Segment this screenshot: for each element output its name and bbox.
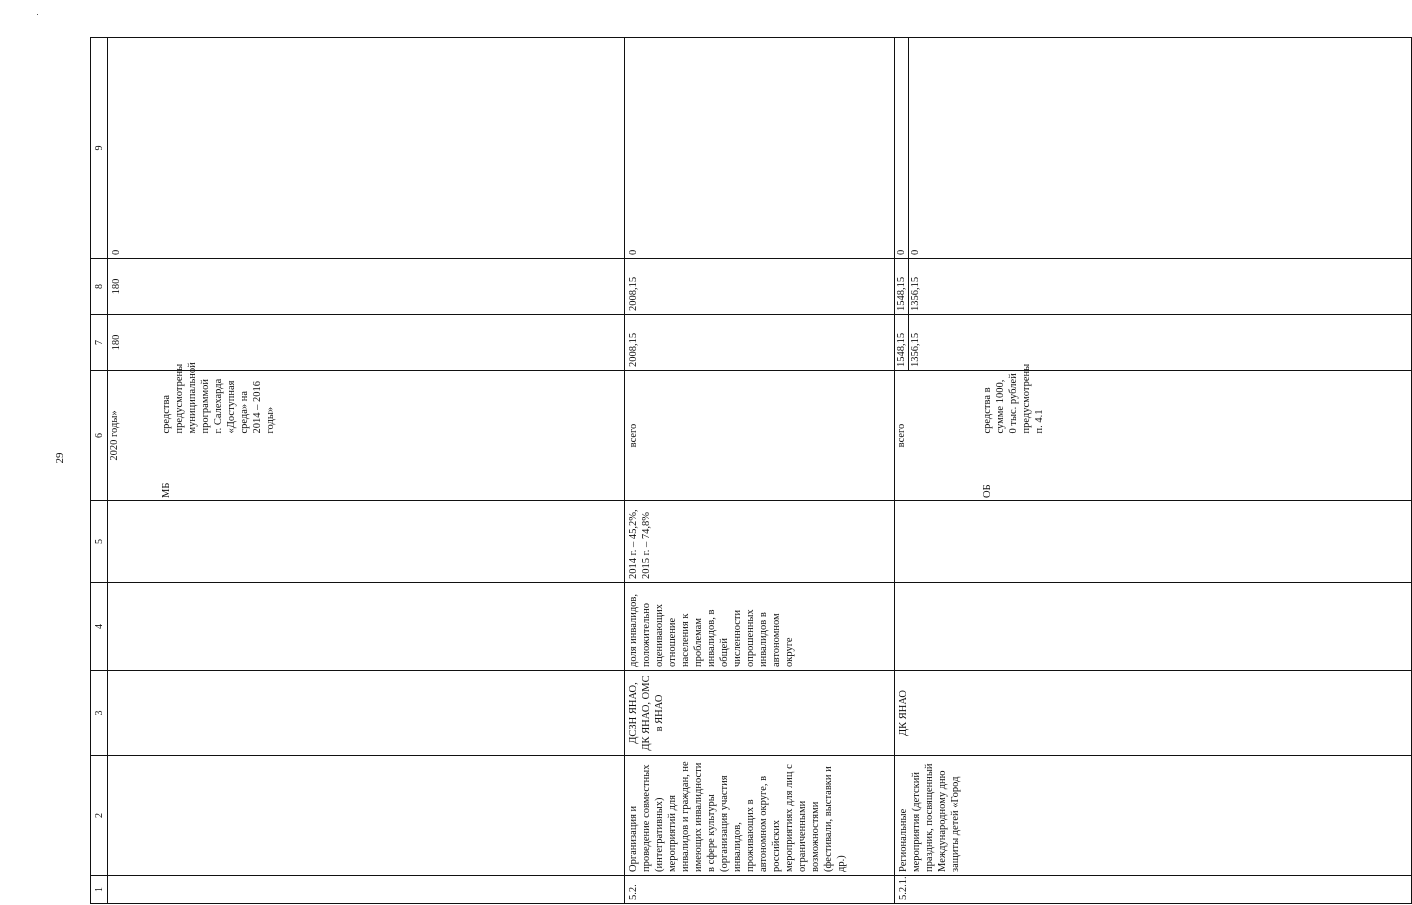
scan-speck (37, 14, 38, 15)
fund-total-label: всего (625, 371, 895, 501)
amount-total: 0 (895, 38, 909, 258)
header-cell: 7 (91, 315, 108, 371)
page-number: 29 (54, 452, 66, 464)
rotated-table-area (90, 38, 1045, 904)
amount-cell: 2008,15 (625, 259, 895, 315)
years-cell: 2020 годы» (109, 410, 120, 461)
executor: ДСЗН ЯНАО, ДК ЯНАО, ОМС в ЯНАО (625, 671, 895, 756)
fund-label-ob: ОБ (982, 484, 993, 498)
header-cell: 9 (91, 38, 108, 259)
header-cell: 5 (91, 501, 108, 583)
activity-name: Организация и проведение совместных (интегративных) мероприятий для инвалидов и граждан, не имеющих инвалидности в сфере культуры (организация участия инвалидов, проживающих в автономном округе, в российских мероприятиях для лиц с ограниченными возможностями (фестивали, выставки и др.) (625, 756, 895, 876)
header-cell: 3 (91, 671, 108, 756)
header-cell: 2 (91, 756, 108, 876)
source-subtable (108, 362, 624, 500)
fund-total-label: всего (896, 423, 907, 448)
header-row (91, 38, 108, 904)
header-cell: 6 (91, 371, 108, 501)
amount-total: 1548,15 (895, 315, 909, 370)
budget-table (90, 37, 1412, 904)
source-subtable (895, 363, 1411, 500)
header-cell: 8 (91, 259, 108, 315)
amount-cell: 0 (625, 38, 895, 259)
fund-label-mb: МБ (160, 482, 172, 498)
amount-total: 1548,15 (895, 259, 909, 314)
header-cell: 4 (91, 583, 108, 671)
amount-ob: 1356,15 (910, 332, 921, 367)
indicator: доля инвалидов, положительно оценивающих отношение населения к проблемам инвалидов, в общей численности опрошенных инвалидов в автономном округе (625, 583, 895, 671)
table-frame (90, 38, 1045, 904)
table-row-5-2 (625, 38, 895, 904)
row-number: 5.2. (625, 876, 895, 904)
fund-note: средства в сумме 1000, 0 тыс. рублей предусмотрены п. 4.1 (982, 363, 1045, 434)
table-row-5-2-1 (895, 38, 1412, 904)
amount-cell: 180 (108, 259, 625, 315)
amount-cell: 180 (108, 315, 625, 371)
row-number: 5.2.1. (895, 876, 1412, 904)
amount-cell: 2008,15 (625, 315, 895, 371)
fund-note: средства предусмотрены муниципальной программой г. Салехарда «Доступная среда» на 2014 – 2016 годы» (160, 362, 276, 434)
indicator-value: 2014 г. – 45,2%, 2015 г. – 74,8% (625, 501, 895, 583)
activity-name: Региональные мероприятия (детский праздник, посвященный Международному дню защиты детей «Город (895, 756, 1412, 876)
table-row-continuation (108, 38, 625, 904)
header-cell: 1 (91, 876, 108, 904)
amount-cell: 0 (108, 38, 625, 259)
amount-ob: 0 (910, 249, 921, 255)
amount-ob: 1356,15 (910, 276, 921, 311)
executor: ДК ЯНАО (895, 671, 1412, 756)
